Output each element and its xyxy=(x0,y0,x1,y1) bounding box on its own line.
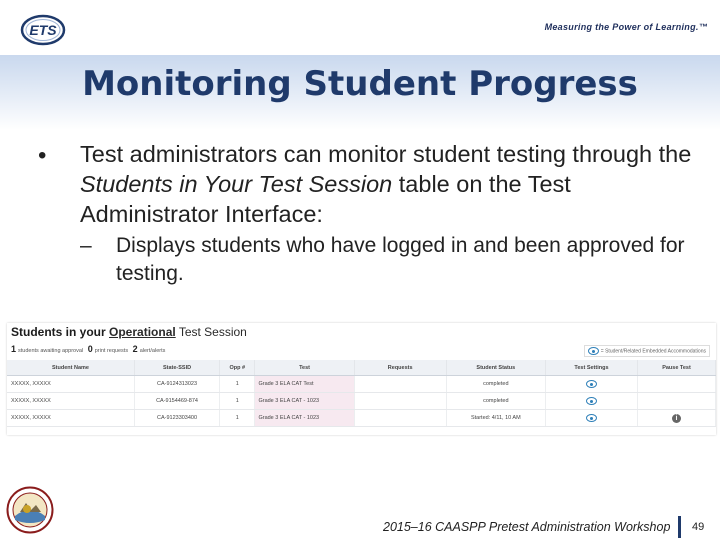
pause-info-icon[interactable]: i xyxy=(672,414,681,423)
table-header-row xyxy=(7,360,716,376)
students-session-panel xyxy=(7,323,716,435)
cell-status: Started: 4/11, 10 AM xyxy=(446,410,545,427)
cell-student-name: XXXXX, XXXXX xyxy=(7,393,135,410)
cell-status: completed xyxy=(446,376,545,393)
bullet-text-pre: Test administrators can monitor student testing through the xyxy=(80,141,692,167)
table-row xyxy=(7,393,716,410)
cell-ssid: CA-9124313023 xyxy=(135,376,220,393)
tagline: Measuring the Power of Learning.™ xyxy=(544,22,708,32)
cell-pause xyxy=(638,376,716,393)
view-settings-eye-icon[interactable] xyxy=(586,414,597,422)
cell-opp: 1 xyxy=(220,376,255,393)
panel-title xyxy=(11,325,247,339)
col-state-ssid[interactable]: State-SSID xyxy=(135,360,220,376)
count-approval-num: 1 xyxy=(11,344,17,354)
table-row xyxy=(7,376,716,393)
cell-test-settings xyxy=(545,410,637,427)
bullet-text-post: table on the Test Administrator Interface: xyxy=(80,171,571,227)
cell-requests xyxy=(354,376,446,393)
count-approval-label[interactable]: students awaiting approval xyxy=(18,348,84,354)
legend-text: = Student/Related Embedded Accommodations xyxy=(600,348,706,355)
count-print-label[interactable]: print requests xyxy=(94,348,129,354)
footer-divider xyxy=(678,516,681,538)
workshop-footer: 2015–16 CAASPP Pretest Administration Workshop xyxy=(383,520,671,534)
accommodations-legend xyxy=(584,345,710,357)
cell-opp: 1 xyxy=(220,393,255,410)
status-counts xyxy=(11,344,165,354)
slide-title: Monitoring Student Progress xyxy=(82,64,638,104)
cell-student-name: XXXXX, XXXXX xyxy=(7,410,135,427)
count-alerts-num: 2 xyxy=(132,344,138,354)
students-table xyxy=(7,360,716,427)
cell-ssid: CA-9154469-874 xyxy=(135,393,220,410)
page-number: 49 xyxy=(692,521,705,533)
col-requests[interactable]: Requests xyxy=(354,360,446,376)
cell-test: Grade 3 ELA CAT Test xyxy=(255,376,354,393)
bullet-text xyxy=(80,139,700,229)
cell-test-settings xyxy=(545,393,637,410)
bullet-text-italic: Students in Your Test Session xyxy=(80,171,393,197)
california-state-seal xyxy=(6,486,54,534)
count-print-num: 0 xyxy=(87,344,93,354)
col-pause-test: Pause Test xyxy=(638,360,716,376)
cell-ssid: CA-9123303400 xyxy=(135,410,220,427)
view-settings-eye-icon[interactable] xyxy=(586,397,597,405)
cell-opp: 1 xyxy=(220,410,255,427)
panel-title-post: Test Session xyxy=(175,325,247,339)
panel-title-emph: Operational xyxy=(109,325,176,339)
table-row xyxy=(7,410,716,427)
cell-test: Grade 3 ELA CAT - 1023 xyxy=(255,393,354,410)
bullet-marker: • xyxy=(38,142,47,169)
view-settings-eye-icon[interactable] xyxy=(586,380,597,388)
cell-pause xyxy=(638,393,716,410)
ets-logo-text: ETS xyxy=(29,22,57,38)
panel-title-pre: Students in your xyxy=(11,325,110,339)
eye-icon xyxy=(588,347,599,355)
col-test-settings[interactable]: Test Settings xyxy=(545,360,637,376)
cell-student-name: XXXXX, XXXXX xyxy=(7,376,135,393)
cell-test: Grade 3 ELA CAT - 1023 xyxy=(255,410,354,427)
cell-test-settings xyxy=(545,376,637,393)
count-alerts-label[interactable]: alert/alerts xyxy=(139,348,166,354)
cell-status: completed xyxy=(446,393,545,410)
col-student-name[interactable]: Student Name xyxy=(7,360,135,376)
ets-logo xyxy=(20,14,66,46)
cell-requests xyxy=(354,393,446,410)
cell-pause xyxy=(638,410,716,427)
col-opp[interactable]: Opp # xyxy=(220,360,255,376)
col-student-status[interactable]: Student Status xyxy=(446,360,545,376)
col-test[interactable]: Test xyxy=(255,360,354,376)
sub-bullet-text: Displays students who have logged in and been approved for testing. xyxy=(116,234,685,285)
cell-requests xyxy=(354,410,446,427)
sub-bullet-dash: – xyxy=(80,234,92,257)
